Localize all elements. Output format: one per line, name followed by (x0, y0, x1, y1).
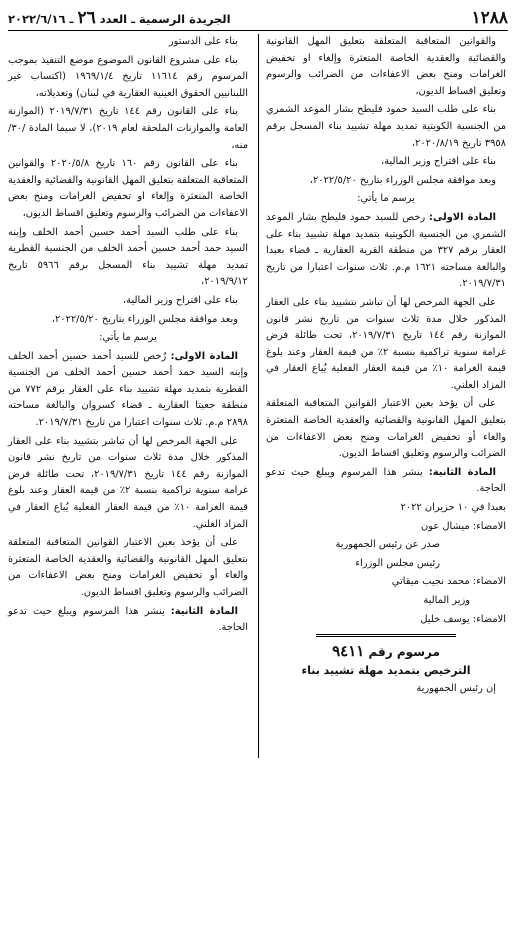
paragraph: بناء على مشروع القانون الموضوع موضع التنفيذ بموجب المرسوم رقم ١١٦١٤ تاريخ ١٩٦٩/١/٤ (اكتساب غير اللبنانيين الحقوق العينية العقارية في لبنان) وتعديلاته، (8, 54, 248, 99)
article-label: المادة الثانية: (428, 466, 496, 478)
article-label: المادة الاولى: (429, 211, 496, 223)
paragraph: بناء على القانون رقم ١٦٠ تاريخ ٢٠٢٠/٥/٨ والقوانين المتعاقبة المتعلقة بتعليق المهل القانونية والقضائية والعقدية الخاصة المتعثرة وإلغاء او تخفيض الغرامات ومنح بعض الاعفاءات من الضرائب والرسوم وتعليق اقساط الديون، (8, 158, 248, 219)
paragraph: بناء على اقتراح وزير المالية، (122, 294, 238, 306)
finance-minister-title: وزير المالية (423, 595, 470, 606)
paragraph: وبعد موافقة مجلس الوزراء بتاريخ ٢٠٢٢/٥/٢٠، (309, 174, 496, 186)
next-decree-title: الترخيص بتمديد مهلة تشييد بناء (301, 663, 471, 677)
signature-pm: الامضاء: محمد نجيب ميقاتي (391, 576, 506, 588)
issued-by: صدر عن رئيس الجمهورية (335, 539, 440, 551)
signed-date: بعبدا في ١٠ حزيران ٢٠٢٢ (400, 502, 506, 514)
next-decree-heading (266, 643, 506, 661)
decrees-heading: يرسم ما يأتي: (99, 332, 157, 344)
paragraph: بناء على القانون رقم ١٤٤ تاريخ ٢٠١٩/٧/٣١ (الموازنة العامة والموازنات الملحقة لعام ٢٠١٩)، لا سيما المادة /٣٠/ منه، (8, 106, 248, 151)
paragraph: على أن يؤخذ بعين الاعتبار القوانين المتعاقبة المتعلقة بتعليق المهل القانونية والقضائية والعقدية الخاصة المتعثرة والغاء أو تخفيض الغرامات ومنح بعض الاعفاءات من الضرائب والرسوم وتعليق اقساط الديون. (8, 537, 248, 598)
article-label: المادة الثانية: (170, 605, 238, 617)
paragraph: بناء على طلب السيد حمود فليطح بشار الموعد الشمري من الجنسية الكويتية تمديد مهلة تشييد بناء المسجل برقم ٣٩٥٨ تاريخ ٢٠٢٠/٨/١٩، (266, 104, 506, 149)
paragraph: على الجهة المرخص لها أن تباشر بتشييد بناء على العقار المذكور خلال مدة ثلاث سنوات من تاريخ نشر قانون الموازنة رقم ١٤٤ تاريخ ٢٠١٩/٧/٣١، تحت طائلة فرض غرامة سنوية تراكمية بنسبة ٢٪ من قيمة العقار وعند بلوغ قيمة الغرامة ١٠٪ من قيمة العقار الفعلية يُباع العقار في المزاد العلني. (266, 296, 506, 391)
header-rule (8, 30, 508, 31)
right-column (266, 34, 506, 700)
page-number: ١٢٨٨ (471, 8, 508, 28)
issue-number: ٢٦ (77, 8, 96, 28)
paragraph: على الجهة المرخص لها أن تباشر بتشييد بناء على العقار المذكور خلال مدة ثلاث سنوات من تاريخ نشر قانون الموازنة رقم ١٤٤ تاريخ ٢٠١٩/٧/٣١، تحت طائلة فرض غرامة سنوية تراكمية بنسبة ٢٪ من قيمة العقار وعند بلوغ قيمة الغرامة ١٠٪ من قيمة العقار الفعلية يُباع العقار في المزاد العلني. (8, 435, 248, 530)
decree-divider (316, 634, 456, 637)
article-text: ينشر هذا المرسوم ويبلغ حيث تدعو الحاجة. (266, 466, 506, 495)
paragraph: بناء على الدستور (168, 36, 238, 47)
paragraph: على أن يؤخذ بعين الاعتبار القوانين المتعاقبة المتعلقة بتعليق المهل القانونية والقضائية والعقدية الخاصة المتعثرة والغاء أو تخفيض الغرامات ومنح بعض الاعفاءات من الضرائب والرسوم وتعليق اقساط الديون. (266, 398, 506, 460)
article-2 (8, 604, 248, 637)
column-divider (258, 34, 259, 758)
article-1 (8, 349, 248, 432)
article-text: رخص للسيد حمود فليطح بشار الموعد الشمري من الجنسية الكويتية بتمديد مهلة تشييد بناء على العقار برقم ٣٢٧ من منطقة القرية العقارية ـ قضاء بعبدا والبالغة مساحته ١٦٢١ م.م. ثلاث سنوات اعتبارا من تاريخ ٢٠١٩/٧/٣١. (266, 211, 506, 290)
article-2 (266, 465, 506, 498)
paragraph: والقوانين المتعاقبة المتعلقة بتعليق المهل القانونية والقضائية والعقدية الخاصة المتعثرة وإلغاء او تخفيض الغرامات ومنح بعض الاعفاءات من الضرائب والرسوم وتعليق اقساط الديون، (266, 36, 506, 97)
journal-title (8, 8, 231, 28)
article-label: المادة الاولى: (170, 350, 239, 362)
decree-prefix: مرسوم رقم (368, 645, 440, 660)
issue-date: ـ ٢٠٢٢/٦/١٦ (8, 12, 74, 26)
signature-president: الامضاء: ميشال عون (421, 520, 506, 532)
paragraph: بناء على طلب السيد أحمد حسين أحمد الخلف وإبنه السيد حمد أحمد حسين أحمد الخلف من الجنسية القطرية تمديد مهلة تشييد بناء المسجل برقم ٥٩٦٦ تاريخ ٢٠١٩/٩/١٢، (8, 226, 248, 288)
paragraph: بناء على اقتراح وزير المالية، (380, 156, 496, 168)
journal-prefix: الجريدة الرسمية ـ العدد (99, 12, 231, 26)
decrees-heading: يرسم ما يأتي: (357, 193, 415, 205)
left-column (8, 34, 248, 639)
article-text: ينشر هذا المرسوم ويبلغ حيث تدعو الحاجة. (8, 605, 248, 634)
page-header (8, 6, 508, 28)
article-text: رُخص للسيد أحمد حسين أحمد الخلف وإبنه السيد حمد أحمد حسين أحمد الخلف من الجنسية القطرية بتمديد مهلة تشييد بناء على العقار برقم ٧٧٢ من منطقة جعيتا العقارية ـ قضاء كسروان والبالغة مساحته ٢٨٩٨ م.م. ثلاث سنوات اعتبارا من تاريخ ٢٠١٩/٧/٣١. (8, 350, 248, 429)
signature-finance: الامضاء: يوسف خليل (420, 613, 506, 625)
paragraph: وبعد موافقة مجلس الوزراء بتاريخ ٢٠٢٢/٥/٢٠، (51, 313, 238, 325)
article-1 (266, 210, 506, 293)
pm-title: رئيس مجلس الوزراء (355, 557, 440, 569)
next-decree-intro: إن رئيس الجمهورية (416, 683, 496, 695)
decree-number: ٩٤١١ (332, 642, 365, 661)
